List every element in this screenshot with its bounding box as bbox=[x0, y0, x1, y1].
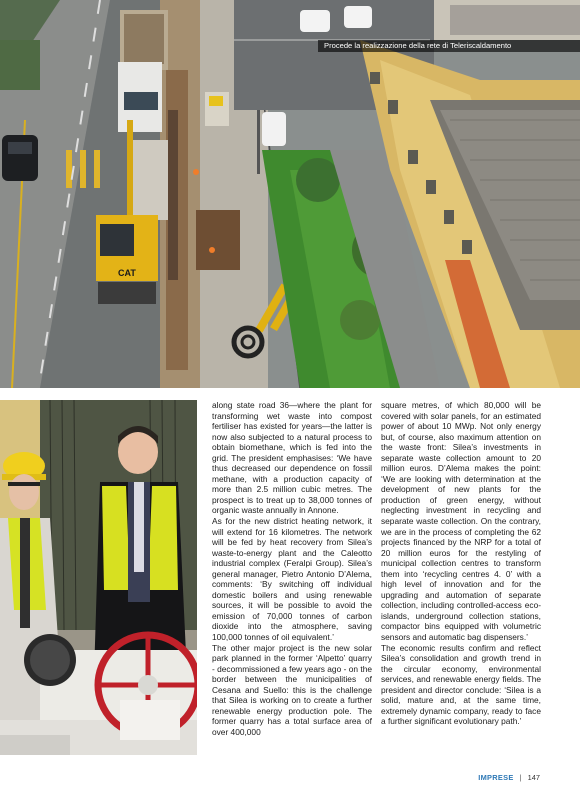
paragraph: along state road 36—where the plant for transforming wet waste into compost fertiliser has existed for years—the latter is now also subjected to a natural process to obtain biomethane, which is fed into the grid. The president emphasises: ‘We have thus decreased our dependence on fossil methane, with a production capacity of more than 2.5 million cubic metres. The prospect is to treat up to 38,000 tonnes of organic waste annually in Annone. bbox=[212, 400, 372, 516]
text-column-2 bbox=[381, 400, 541, 760]
page-folio bbox=[478, 772, 540, 784]
paragraph: The other major project is the new solar park planned in the former ‘Alpetto’ quarry - decommissioned a few years ago - on the border between the municipalities of Cesana and Suello: this is the challenge that Silea is working on to create a further renewable energy production pole. The former quarry has a total surface area of over 400,000 bbox=[212, 642, 372, 737]
aerial-construction-photo bbox=[0, 0, 580, 388]
photo-caption: Procede la realizzazione della rete di Teleriscaldamento bbox=[318, 40, 580, 52]
folio-separator: | bbox=[519, 773, 522, 782]
page-number: 147 bbox=[527, 773, 540, 782]
executives-photo bbox=[0, 400, 197, 755]
paragraph: square metres, of which 80,000 will be covered with solar panels, for an estimated power of about 10 MWp. Not only energy but, of course, also maximum attention on the waste front: Silea’s investments in separate waste collection amount to 20 million euros. D’Alema makes the point: ‘We are looking with determination at the development of new plants for the production of green energy, without neglecting investment in recycling and separate waste collection. On the contrary, we are in the process of completing the 62 projects financed by the NRP for a total of 20 million euros for the restyling of municipal collection centres to transform them into ‘recycling centres 4. 0’ with a high level of innovation and for the upgrading and automation of separate collection, including controlled-access eco-islands, underground collection stations, compactor bins equipped with volumetric sensors and automatic bag dispensers.’ bbox=[381, 400, 541, 643]
section-name: IMPRESE bbox=[478, 773, 514, 782]
text-column-1 bbox=[212, 400, 372, 760]
excavator-brand-label: CAT bbox=[118, 268, 136, 278]
paragraph: The economic results confirm and reflect Silea’s consolidation and growth trend in the circular economy, environmental services, and renewable energy fields. The president and director conclude: ‘Silea is a solid, mature and, at the same time, extremely dynamic company, ready to face a further significant evolutionary path.’ bbox=[381, 642, 541, 727]
paragraph: As for the new district heating network, it will extend for 16 kilometres. The network will be fed by heat recovery from Silea’s waste-to-energy plant and the Caleotto industrial complex (Feralpi Group). Silea’s general manager, Pietro Antonio D’Alema, comments: ‘By switching off individual domestic boilers and using renewable sources, it will be possible to avoid the emission of 70,000 tonnes of carbon dioxide into the atmosphere, saving 100,000 tonnes of oil equivalent.’ bbox=[212, 516, 372, 643]
